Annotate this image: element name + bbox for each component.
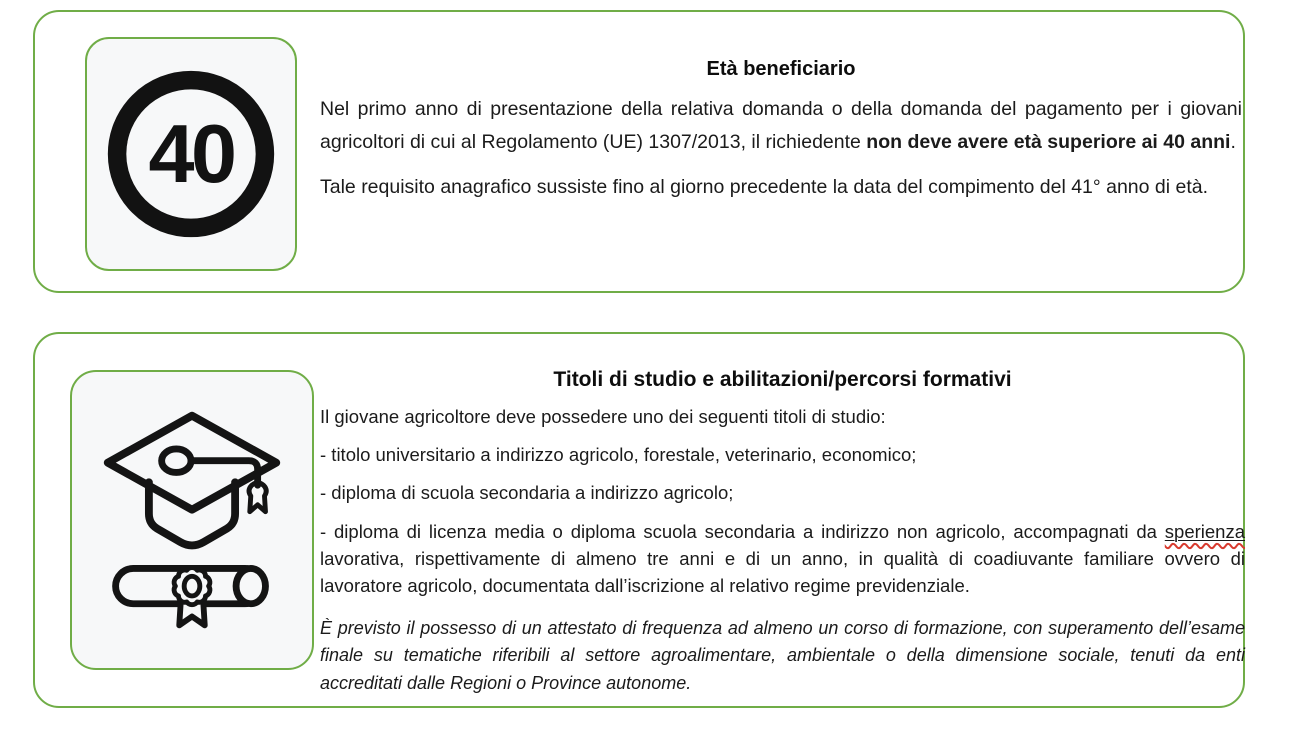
spellcheck-squiggle: [1165, 521, 1245, 542]
age-card-title: Età beneficiario: [706, 58, 856, 80]
age-card-text-column: [320, 58, 1242, 204]
education-item-media-underlined-word: sperienza: [1164, 520, 1245, 542]
age-rule-period: .: [1230, 131, 1236, 154]
education-card-title: Titoli di studio e abilitazioni/percorsi formativi: [553, 368, 1012, 391]
education-item-media-post: lavorativa, rispettivamente di almeno tre anni e di un anno, in qualità di coadiuvante familiare ovvero di lavoratore agricolo, documentata dall’iscrizione al relativo regime previdenziale.: [320, 547, 1245, 596]
education-card-text-column: [320, 368, 1245, 697]
education-requirement-card: [33, 332, 1245, 708]
age-limit-number: 40: [148, 107, 234, 201]
education-item-university: - titolo universitario a indirizzo agricolo, forestale, veterinario, economico;: [320, 444, 917, 466]
education-item-media-pre: - diploma di licenza media o diploma scuola secondaria a indirizzo non agricolo, accompagnati da: [320, 520, 1165, 542]
education-training-note: È previsto il possesso di un attestato di frequenza ad almeno un corso di formazione, con superamento dell’esame finale su tematiche riferibili al settore agroalimentare, ambientale o della dimensione sociale, tenuti da enti accreditati dalle Regioni o Province autonome.: [320, 618, 1245, 693]
graduation-cap-diploma-shape: [94, 400, 290, 640]
speed-limit-40-sign-icon: [103, 57, 279, 251]
age-requirement-card: [33, 10, 1245, 293]
age-limit-40-icon: [85, 37, 297, 271]
age-rule-text: Nel primo anno di presentazione della relativa domanda o della domanda del pagamento per i giovani agricoltori di cui al Regolamento (UE) 1307/2013, il richiedente: [320, 98, 1242, 154]
education-intro: Il giovane agricoltore deve possedere uno dei seguenti titoli di studio:: [320, 406, 886, 427]
age-card-paragraph-1: [320, 93, 1242, 159]
age-card-paragraph-2: Tale requisito anagrafico sussiste fino al giorno precedente la data del compimento del 41° anno di età.: [320, 176, 1209, 199]
education-item-secondary: - diploma di scuola secondaria a indirizzo agricolo;: [320, 482, 734, 504]
graduation-cap-diploma-icon: [70, 370, 314, 670]
education-item-media: [320, 518, 1245, 600]
age-rule-bold-text: non deve avere età superiore ai 40 anni: [866, 131, 1231, 154]
